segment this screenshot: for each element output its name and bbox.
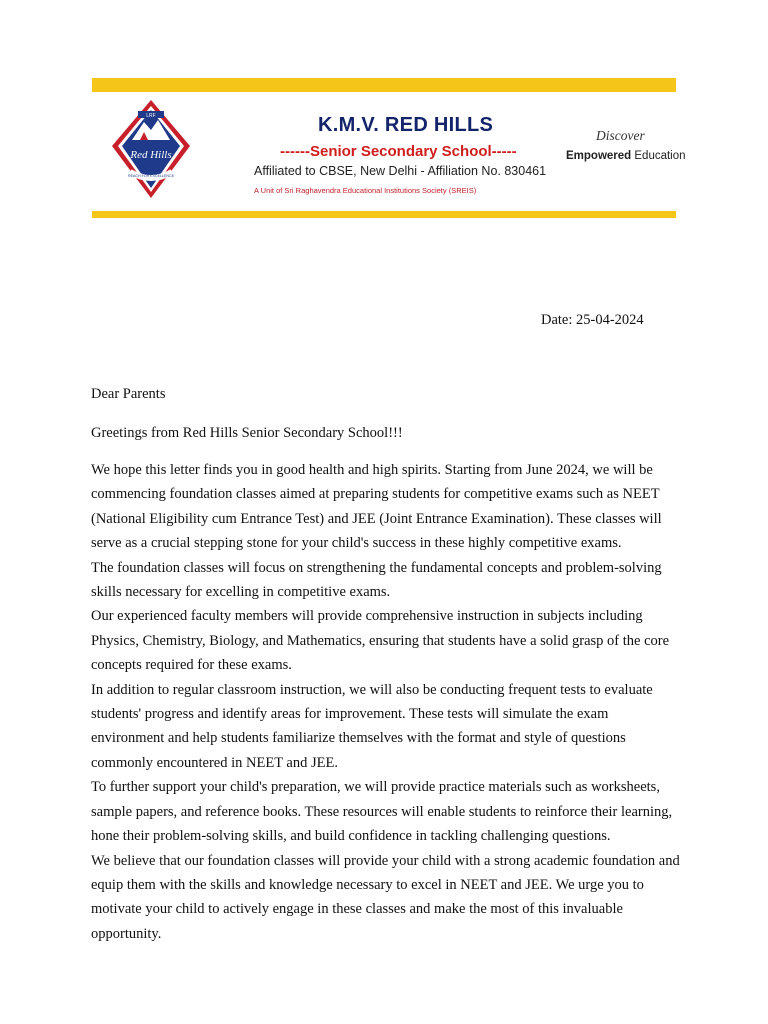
school-unit-line: A Unit of Sri Raghavendra Educational Institutions Society (SREIS): [254, 186, 477, 195]
logo-main-text: Red Hills: [130, 149, 172, 161]
tagline-discover: Discover: [596, 128, 645, 143]
body-paragraph: We believe that our foundation classes will provide your child with a strong academic foundation and equip them with the skills and knowledge necessary to excel in NEET and JEE. We urge you to motivate your child to actively engage in these classes and make the most of this invaluable opportunity.: [91, 852, 680, 942]
school-name: K.M.V. RED HILLS: [318, 114, 494, 136]
school-logo: [110, 98, 192, 202]
salutation: Dear Parents: [91, 386, 166, 402]
letterhead: [92, 78, 686, 219]
body-paragraph: Our experienced faculty members will provide comprehensive instruction in subjects including Physics, Chemistry, Biology, and Mathematics, ensuring that students have a solid grasp of the core concepts required for these exams.: [91, 608, 670, 674]
body-paragraph: To further support your child's preparation, we will provide practice materials such as worksheets, sample papers, and reference books. These resources will enable students to reinforce their learning, hone their problem-solving skills, and build confidence in tackling challenging questions.: [91, 779, 673, 845]
greeting: Greetings from Red Hills Senior Secondary School!!!: [91, 425, 403, 441]
school-subtitle: ------Senior Secondary School-----: [280, 143, 517, 160]
letterhead-bottom-band: [92, 211, 676, 218]
tagline-empowered-rest: Education: [631, 150, 686, 162]
tagline-empowered-bold: Empowered: [566, 150, 632, 162]
body-paragraph: The foundation classes will focus on strengthening the fundamental concepts and problem-solving skills necessary for excelling in competitive exams.: [91, 559, 662, 601]
logo-motto-text: REACH FOR EXCELLENCE: [128, 174, 174, 178]
school-affiliation: Affiliated to CBSE, New Delhi - Affiliation No. 830461: [254, 164, 547, 178]
letter-body: [91, 458, 683, 946]
body-paragraph: In addition to regular classroom instruction, we will also be conducting frequent tests to evaluate students' progress and identify areas for improvement. These tests will simulate the exam environment and help students familiarize themselves with the format and style of questions commonly encountered in NEET and JEE.: [91, 681, 653, 771]
letter-date: Date: 25-04-2024: [541, 312, 644, 328]
tagline-empowered: [566, 150, 686, 162]
body-paragraph: We hope this letter finds you in good health and high spirits. Starting from June 2024, we will be commencing foundation classes aimed at preparing students for competitive exams such as NEET (National Eligibility cum Entrance Test) and JEE (Joint Entrance Examination). These classes will serve as a crucial stepping stone for your child's success in these highly competitive exams.: [91, 462, 662, 552]
logo-top-text: LRF: [146, 113, 156, 119]
letterhead-top-band: [92, 78, 676, 92]
